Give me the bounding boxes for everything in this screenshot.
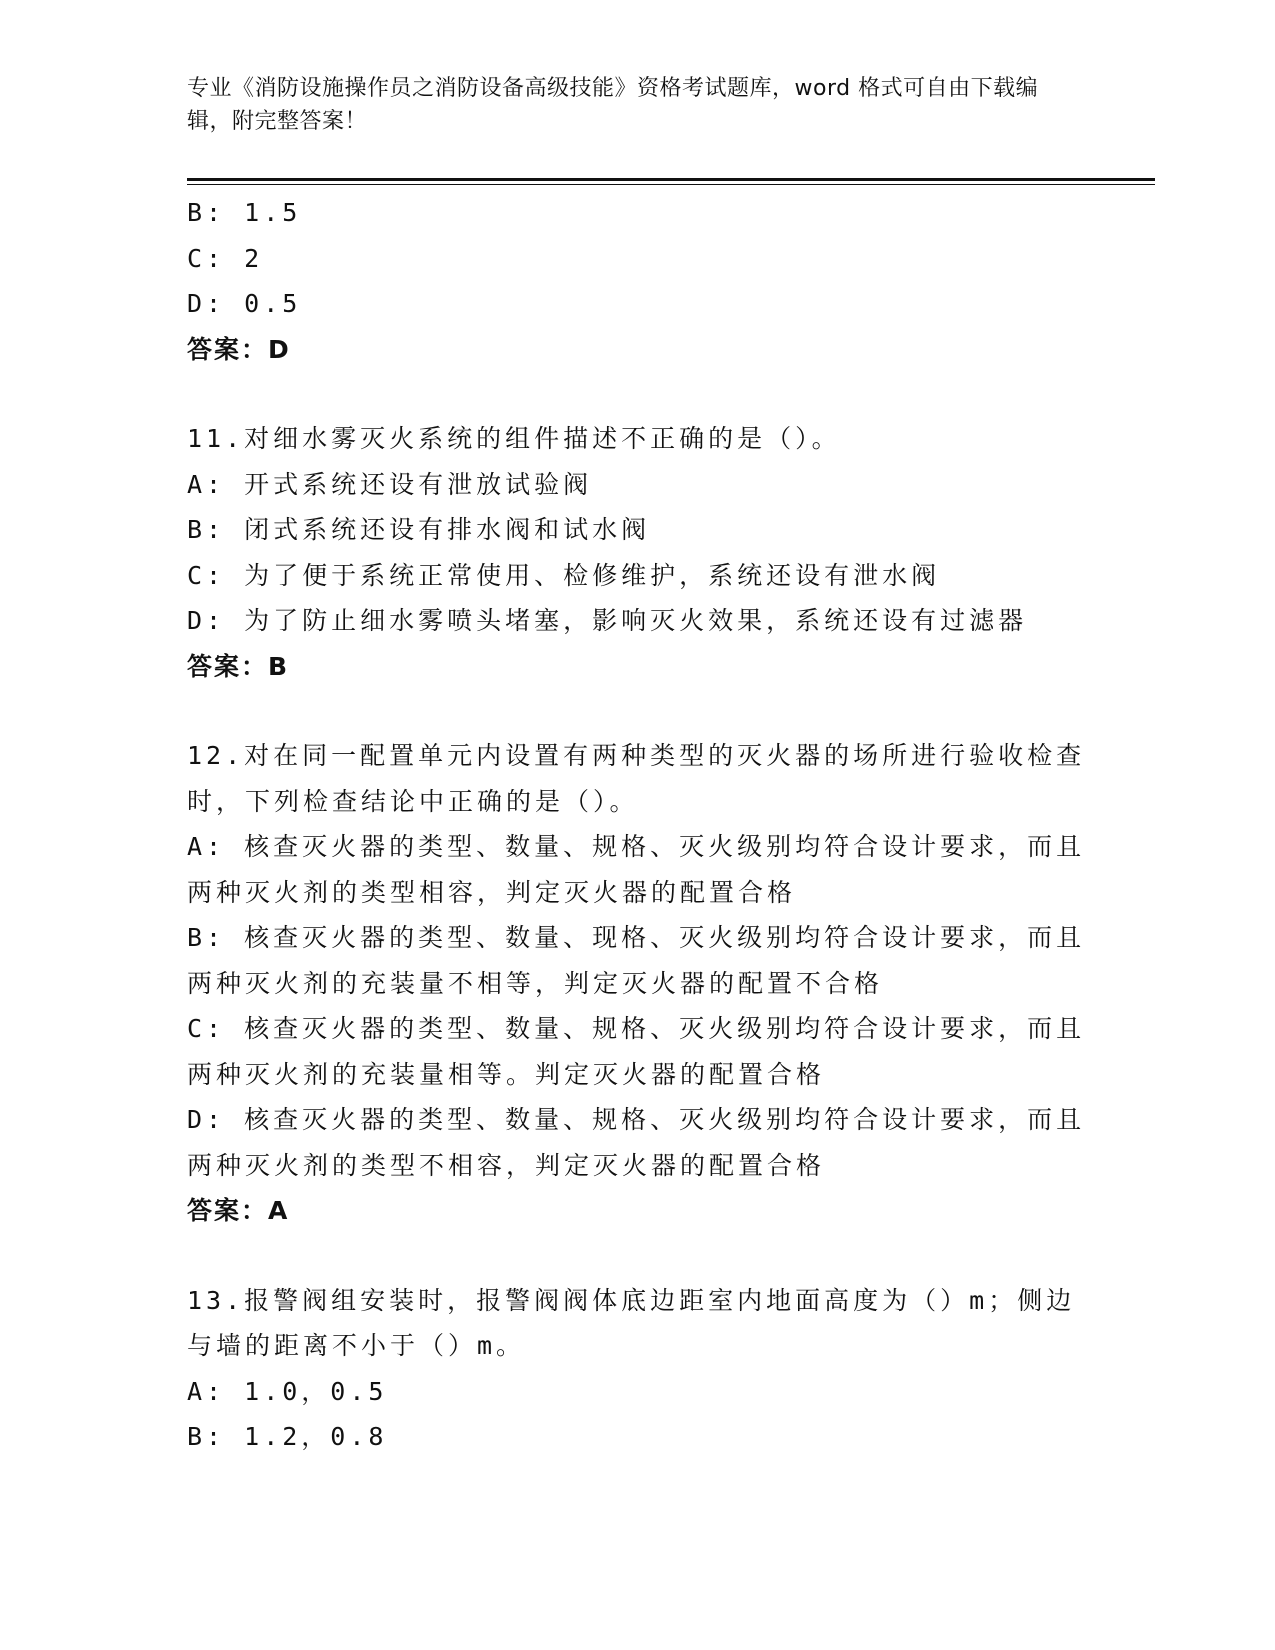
carry-over-block	[187, 190, 1087, 372]
option-a: A: 1.0，0.5	[187, 1376, 388, 1406]
spacer	[187, 689, 1087, 733]
option-d: D: 0.5	[187, 289, 302, 318]
option-b: B: 核查灭火器的类型、数量、现格、灭火级别均符合设计要求，而且两种灭火剂的充装量不相等，判定灭火器的配置不合格	[187, 923, 1086, 998]
option-c: C: 2	[187, 243, 264, 273]
header-rule-thin	[187, 184, 1155, 185]
spacer	[187, 372, 1087, 416]
question-stem: 11.对细水雾灭火系统的组件描述不正确的是（）。	[187, 424, 841, 453]
option-c: C: 核查灭火器的类型、数量、规格、灭火级别均符合设计要求，而且两种灭火剂的充装量相等。判定灭火器的配置合格	[187, 1014, 1086, 1089]
option-b: B: 1.5	[187, 198, 302, 227]
option-d: D: 为了防止细水雾喷头堵塞，影响灭火效果，系统还设有过滤器	[187, 606, 1028, 635]
question-stem: 13.报警阀组安装时，报警阀阀体底边距室内地面高度为（）m；侧边与墙的距离不小于（）m。	[187, 1285, 1076, 1360]
question-content	[187, 190, 1087, 1460]
header-rule-thick	[187, 178, 1155, 181]
spacer	[187, 1234, 1087, 1278]
question-stem: 12.对在同一配置单元内设置有两种类型的灭火器的场所进行验收检查时，下列检查结论中正确的是（）。	[187, 741, 1086, 816]
option-a: A: 开式系统还设有泄放试验阀	[187, 469, 593, 499]
option-b: B: 1.2，0.8	[187, 1422, 388, 1451]
document-header: 专业《消防设施操作员之消防设备高级技能》资格考试题库，word 格式可自由下载编辑，附完整答案！	[187, 76, 1039, 134]
answer-line: 答案：A	[187, 1196, 290, 1225]
option-d: D: 核查灭火器的类型、数量、规格、灭火级别均符合设计要求，而且两种灭火剂的类型不相容，判定灭火器的配置合格	[187, 1105, 1086, 1180]
answer-line: 答案：B	[187, 651, 290, 681]
option-b: B: 闭式系统还设有排水阀和试水阀	[187, 515, 651, 544]
answer-line: 答案：D	[187, 334, 291, 364]
question-12	[187, 733, 1087, 1234]
option-a: A: 核查灭火器的类型、数量、规格、灭火级别均符合设计要求，而且两种灭火剂的类型相容，判定灭火器的配置合格	[187, 832, 1086, 907]
option-c: C: 为了便于系统正常使用、检修维护，系统还设有泄水阀	[187, 560, 941, 590]
question-13	[187, 1278, 1087, 1460]
question-11	[187, 416, 1087, 689]
